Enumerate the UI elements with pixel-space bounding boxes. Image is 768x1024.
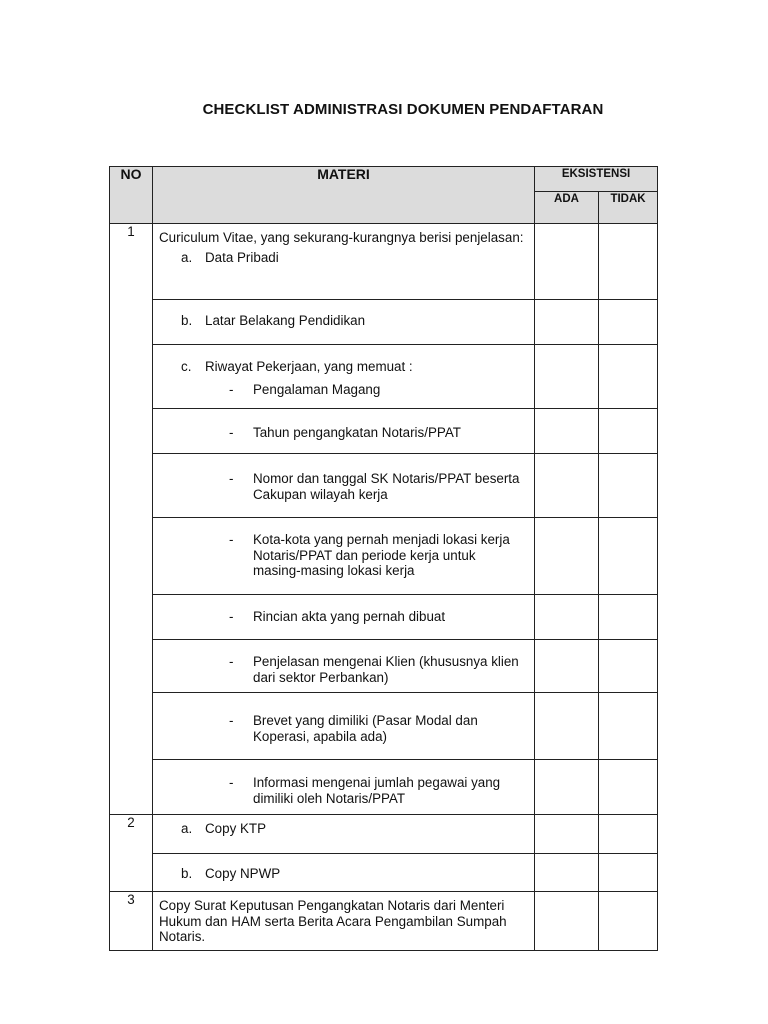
row-materi <box>153 518 535 595</box>
row-materi <box>153 640 535 693</box>
row-materi <box>153 300 535 345</box>
row-materi <box>153 454 535 518</box>
row-materi <box>153 409 535 454</box>
tidak-cell[interactable] <box>599 300 658 345</box>
header-tidak: TIDAK <box>599 192 658 224</box>
item-text: Rincian akta yang pernah dibuat <box>253 609 446 624</box>
item-text: Copy KTP <box>205 821 267 836</box>
table-row <box>110 454 658 518</box>
table-row <box>110 518 658 595</box>
item-text: Pengalaman Magang <box>253 381 381 397</box>
item-text: Nomor dan tanggal SK Notaris/PPAT beserta Cakupan wilayah kerja <box>253 471 520 502</box>
item-marker: c. <box>181 359 192 374</box>
header-eksistensi: EKSISTENSI <box>535 167 658 192</box>
tidak-cell[interactable] <box>599 518 658 595</box>
table-row <box>110 815 658 854</box>
table-row <box>110 640 658 693</box>
tidak-cell[interactable] <box>599 595 658 640</box>
table-row <box>110 595 658 640</box>
row-materi <box>153 892 535 951</box>
tidak-cell[interactable] <box>599 693 658 760</box>
item-intro: Curiculum Vitae, yang sekurang-kurangnya berisi penjelasan: <box>159 230 524 245</box>
header-row <box>110 167 658 192</box>
tidak-cell[interactable] <box>599 224 658 300</box>
tidak-cell[interactable] <box>599 409 658 454</box>
tidak-cell[interactable] <box>599 854 658 892</box>
ada-cell[interactable] <box>535 224 599 300</box>
ada-cell[interactable] <box>535 640 599 693</box>
tidak-cell[interactable] <box>599 760 658 815</box>
table-row <box>110 892 658 951</box>
item-marker: - <box>229 381 234 397</box>
item-text: Latar Belakang Pendidikan <box>205 313 366 328</box>
item-text: Data Pribadi <box>205 249 279 265</box>
row-number: 2 <box>110 815 153 892</box>
checklist-table <box>109 166 658 951</box>
row-materi <box>153 815 535 854</box>
tidak-cell[interactable] <box>599 640 658 693</box>
row-materi <box>153 224 535 300</box>
item-marker: - <box>229 609 234 624</box>
row-materi <box>153 854 535 892</box>
ada-cell[interactable] <box>535 518 599 595</box>
item-text: Copy NPWP <box>205 866 281 881</box>
ada-cell[interactable] <box>535 693 599 760</box>
item-marker: a. <box>181 821 193 836</box>
header-no: NO <box>110 167 153 224</box>
item-marker: a. <box>181 249 193 265</box>
ada-cell[interactable] <box>535 815 599 854</box>
ada-cell[interactable] <box>535 345 599 409</box>
header-materi: MATERI <box>153 167 535 224</box>
item-marker: - <box>229 425 234 440</box>
item-marker: b. <box>181 866 193 881</box>
header-ada: ADA <box>535 192 599 224</box>
item-marker: b. <box>181 313 193 328</box>
item-text: Kota-kota yang pernah menjadi lokasi kerja Notaris/PPAT dan periode kerja untuk masing-masing lokasi kerja <box>253 532 510 579</box>
ada-cell[interactable] <box>535 454 599 518</box>
tidak-cell[interactable] <box>599 815 658 854</box>
table-row <box>110 300 658 345</box>
tidak-cell[interactable] <box>599 454 658 518</box>
ada-cell[interactable] <box>535 760 599 815</box>
item-marker: - <box>229 532 234 547</box>
item-marker: - <box>229 713 234 728</box>
ada-cell[interactable] <box>535 892 599 951</box>
table-row <box>110 854 658 892</box>
row-number: 1 <box>110 224 153 815</box>
item-text: Brevet yang dimiliki (Pasar Modal dan Koperasi, apabila ada) <box>253 713 478 744</box>
ada-cell[interactable] <box>535 854 599 892</box>
row-materi <box>153 693 535 760</box>
item-text: Penjelasan mengenai Klien (khususnya klien dari sektor Perbankan) <box>253 654 519 685</box>
ada-cell[interactable] <box>535 595 599 640</box>
table-row <box>110 224 658 300</box>
table-row <box>110 693 658 760</box>
ada-cell[interactable] <box>535 300 599 345</box>
ada-cell[interactable] <box>535 409 599 454</box>
row-materi <box>153 595 535 640</box>
table-row <box>110 760 658 815</box>
item-marker: - <box>229 654 234 669</box>
tidak-cell[interactable] <box>599 892 658 951</box>
row-materi <box>153 760 535 815</box>
row-number: 3 <box>110 892 153 951</box>
item-text: Tahun pengangkatan Notaris/PPAT <box>253 425 461 440</box>
item-marker: - <box>229 471 234 486</box>
item-text: Informasi mengenai jumlah pegawai yang dimiliki oleh Notaris/PPAT <box>253 775 501 806</box>
item-marker: - <box>229 775 234 790</box>
document-title: CHECKLIST ADMINISTRASI DOKUMEN PENDAFTARAN <box>202 101 604 118</box>
item-text: Riwayat Pekerjaan, yang memuat : <box>205 359 413 374</box>
row-materi <box>153 345 535 409</box>
item-text: Copy Surat Keputusan Pengangkatan Notaris dari Menteri Hukum dan HAM serta Berita Acara Pengambilan Sumpah Notaris. <box>159 898 507 945</box>
tidak-cell[interactable] <box>599 345 658 409</box>
table-row <box>110 345 658 409</box>
table-row <box>110 409 658 454</box>
